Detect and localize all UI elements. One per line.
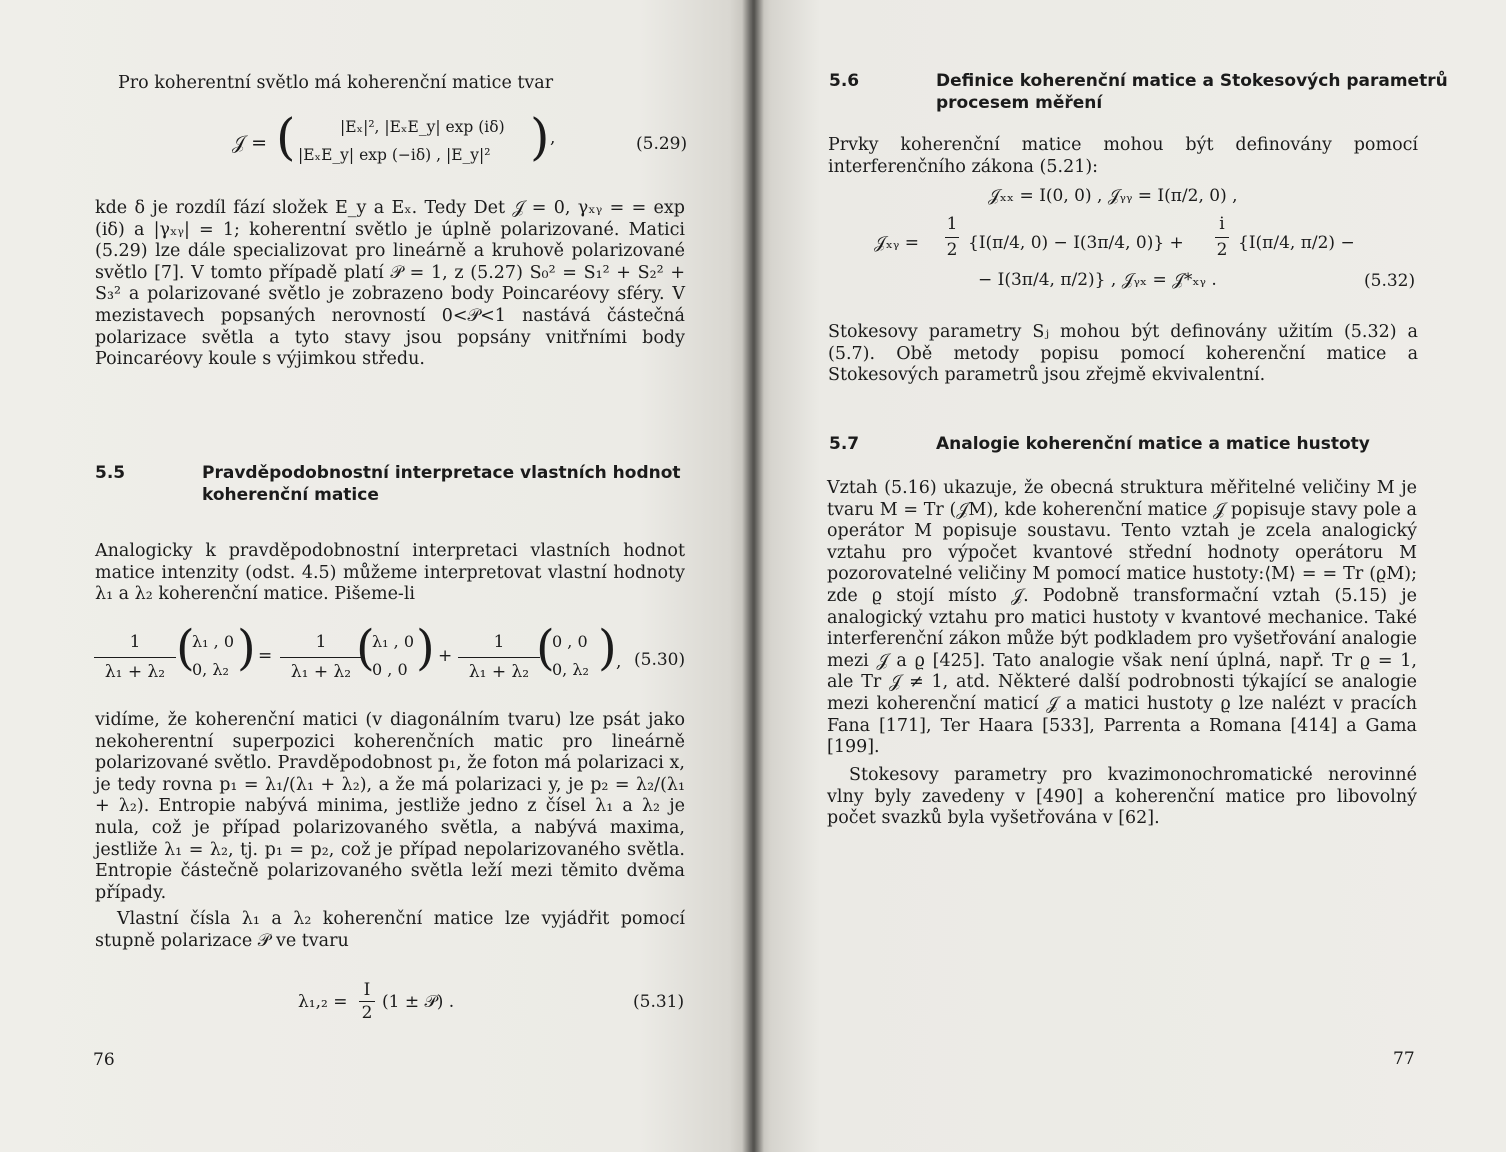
paragraph-vidime: vidíme, že koherenční matici (v diagonálním tvaru) lze psát jako nekoherentní superpozici koherenčních matic pro lineárně polarizované světlo. Pravděpodobnost p₁, že foton má polarizaci x, je tedy rovna p₁ = λ₁/(λ₁ + λ₂), a že má polarizaci y, je p₂ = λ₂/(λ₁ + λ₂). Entropie nabývá minima, jestliže jedno z čísel λ₁ a λ₂ je nula, což je případ polarizovaného světla, a nabývá maxima, jestliže λ₁ = λ₂, tj. p₁ = p₂, což je případ nepolarizovaného světla. Entropie částečně polarizovaného světla leží mezi těmito dvěma případy. bbox=[95, 710, 685, 903]
eq-529-lhs: 𝒥 = bbox=[232, 132, 268, 154]
eq-531-rhs: (1 ± 𝒫) . bbox=[382, 992, 455, 1012]
fraction-2-denominator: λ₁ + λ₂ bbox=[290, 662, 352, 682]
eq-531-lhs: λ₁,₂ = bbox=[298, 992, 348, 1012]
book-gutter bbox=[742, 0, 764, 1152]
m3-row-2: 0, λ₂ bbox=[552, 660, 589, 679]
fraction-3-numerator: 1 bbox=[493, 632, 505, 652]
section-title-line-1: Definice koherenční matice a Stokesových parametrů bbox=[936, 71, 1448, 91]
m3-left-paren: ( bbox=[536, 620, 555, 676]
fraction-1-numerator: 1 bbox=[129, 632, 141, 652]
m1-left-paren: ( bbox=[176, 620, 195, 676]
fraction-3-bar bbox=[458, 657, 540, 658]
paragraph-stokesovy-2: Stokesovy parametry pro kvazimonochromatické nerovinné vlny byly zavedeny v [490] a koherenční matice pro libovolný počet svazků byla vyšetřována v [62]. bbox=[827, 765, 1417, 829]
m3-row-1: 0 , 0 bbox=[552, 632, 588, 651]
eq-sign: = bbox=[258, 646, 273, 666]
section-title-line-1: Pravděpodobnostní interpretace vlastních hodnot bbox=[202, 463, 681, 483]
eq-531-bar bbox=[359, 1001, 375, 1002]
section-title: Analogie koherenční matice a matice hustoty bbox=[936, 434, 1370, 454]
eq-530-comma: , bbox=[616, 652, 622, 672]
m2-row-1: λ₁ , 0 bbox=[372, 632, 414, 651]
m1-right-paren: ) bbox=[237, 620, 256, 676]
eq-529-comma: , bbox=[550, 128, 556, 148]
fraction-2-bar bbox=[280, 657, 362, 658]
eq-532-half-denominator: 2 bbox=[946, 240, 958, 260]
m2-row-2: 0 , 0 bbox=[372, 660, 408, 679]
eq-532-number: (5.32) bbox=[1364, 271, 1416, 291]
eq-532-line-2-b: {I(π/4, π/2) − bbox=[1238, 233, 1355, 253]
eq-532-line-1: 𝒥ₓₓ = I(0, 0) , 𝒥ᵧᵧ = I(π/2, 0) , bbox=[988, 186, 1238, 206]
page-number-right: 77 bbox=[1393, 1049, 1415, 1069]
m1-row-2: 0, λ₂ bbox=[192, 660, 229, 679]
fraction-3-denominator: λ₁ + λ₂ bbox=[468, 662, 530, 682]
eq-532-i-bar bbox=[1215, 237, 1229, 238]
eq-532-half-bar bbox=[945, 237, 959, 238]
left-page bbox=[0, 0, 752, 1152]
m1-row-1: λ₁ , 0 bbox=[192, 632, 234, 651]
eq-532-line-2-a: {I(π/4, 0) − I(3π/4, 0)} + bbox=[968, 233, 1184, 253]
fraction-1-bar bbox=[94, 657, 176, 658]
paragraph-vztah: Vztah (5.16) ukazuje, že obecná struktura měřitelné veličiny M je tvaru M = Tr (𝒥M), kde koherenční matice 𝒥 popisuje stavy pole a operátor M popisuje soustavu. Tento vztah je zcela analogický vztahu pro výpočet kvantové střední hodnoty operátoru M pozorovatelné veličiny M pomocí matice hustoty:⟨M⟩ = = Tr (ϱM); zde ϱ stojí místo 𝒥. Podobně transformační vztah (5.15) je analogický vztahu pro matici hustoty v kvantové mechanice. Také interferenční zákon může být podkladem pro vyšetřování analogie mezi 𝒥 a ϱ [425]. Tato analogie však není úplná, např. Tr ϱ = 1, ale Tr 𝒥 ≠ 1, atd. Některé další podrobnosti týkající se analogie mezi koherenční maticí 𝒥 a matici hustoty ϱ lze nalézt v pracích Fana [171], Ter Haara [533], Parrenta a Romana [414] a Gama [199]. bbox=[827, 478, 1417, 758]
section-number: 5.6 bbox=[829, 71, 860, 91]
eq-532-half-numerator: 1 bbox=[946, 214, 958, 234]
eq-529-right-paren: ) bbox=[530, 108, 550, 166]
eq-532-i-denominator: 2 bbox=[1216, 240, 1228, 260]
eq-529-left-paren: ( bbox=[276, 108, 296, 166]
paragraph-analogicky: Analogicky k pravděpodobnostní interpretaci vlastních hodnot matice intenzity (odst. 4.5) můžeme interpretovat vlastní hodnoty λ₁ a λ₂ koherenční matice. Pišeme-li bbox=[95, 541, 685, 605]
eq-532-line-3: − I(3π/4, π/2)} , 𝒥ᵧₓ = 𝒥*ₓᵧ . bbox=[978, 270, 1217, 290]
m2-left-paren: ( bbox=[356, 620, 375, 676]
eq-531-numerator: I bbox=[363, 980, 371, 1000]
paragraph-prvky: Prvky koherenční matice mohou být definovány pomocí interferenčního zákona (5.21): bbox=[828, 135, 1418, 177]
plus-sign: + bbox=[438, 646, 453, 666]
eq-530-number: (5.30) bbox=[634, 650, 686, 670]
section-title-line-2: koherenční matice bbox=[202, 485, 379, 505]
eq-529-row-2: |EₓE_y| exp (−iδ) , |E_y|² bbox=[298, 146, 491, 164]
eq-529-number: (5.29) bbox=[636, 134, 688, 154]
m2-right-paren: ) bbox=[416, 620, 435, 676]
fraction-1-denominator: λ₁ + λ₂ bbox=[104, 662, 166, 682]
m3-right-paren: ) bbox=[598, 620, 617, 676]
paragraph-delta: kde δ je rozdíl fází složek E_y a Eₓ. Tedy Det 𝒥 = 0, γₓᵧ = = exp (iδ) a |γₓᵧ| = 1; koherentní světlo je úplně polarizované. Matici (5.29) lze dále specializovat pro lineárně a kruhově polarizované světlo [7]. V tomto případě platí 𝒫 = 1, z (5.27) S₀² = S₁² + S₂² + S₃² a polarizované světlo je zobrazeno body Poincaréovy sféry. V mezistavech popsaných nerovností 0<𝒫<1 nastává částečná polarizace světla a tyto stavy jsou popsány vnitřními body Poincaréovy koule s výjimkou středu. bbox=[95, 198, 685, 370]
section-title-line-2: procesem měření bbox=[936, 93, 1103, 113]
page-number-left: 76 bbox=[93, 1050, 115, 1070]
paragraph-stokesovy: Stokesovy parametry Sⱼ mohou být definovány užitím (5.32) a (5.7). Obě metody popisu pomocí koherenční matice a Stokesových parametrů jsou zřejmě ekvivalentní. bbox=[828, 322, 1418, 386]
eq-529-row-1: |Eₓ|², |EₓE_y| exp (iδ) bbox=[340, 118, 505, 136]
eq-532-i-numerator: i bbox=[1219, 214, 1225, 234]
fraction-2-numerator: 1 bbox=[315, 632, 327, 652]
eq-531-denominator: 2 bbox=[361, 1003, 373, 1023]
intro-line: Pro koherentní světlo má koherenční matice tvar bbox=[118, 73, 554, 93]
section-number: 5.7 bbox=[829, 434, 860, 454]
right-page bbox=[752, 0, 1506, 1152]
eq-532-line-2-lhs: 𝒥ₓᵧ = bbox=[874, 233, 919, 253]
paragraph-vlastni-cisla: Vlastní čísla λ₁ a λ₂ koherenční matice lze vyjádřit pomocí stupně polarizace 𝒫 ve tvaru bbox=[95, 909, 685, 951]
eq-531-number: (5.31) bbox=[633, 992, 685, 1012]
section-number: 5.5 bbox=[95, 463, 126, 483]
